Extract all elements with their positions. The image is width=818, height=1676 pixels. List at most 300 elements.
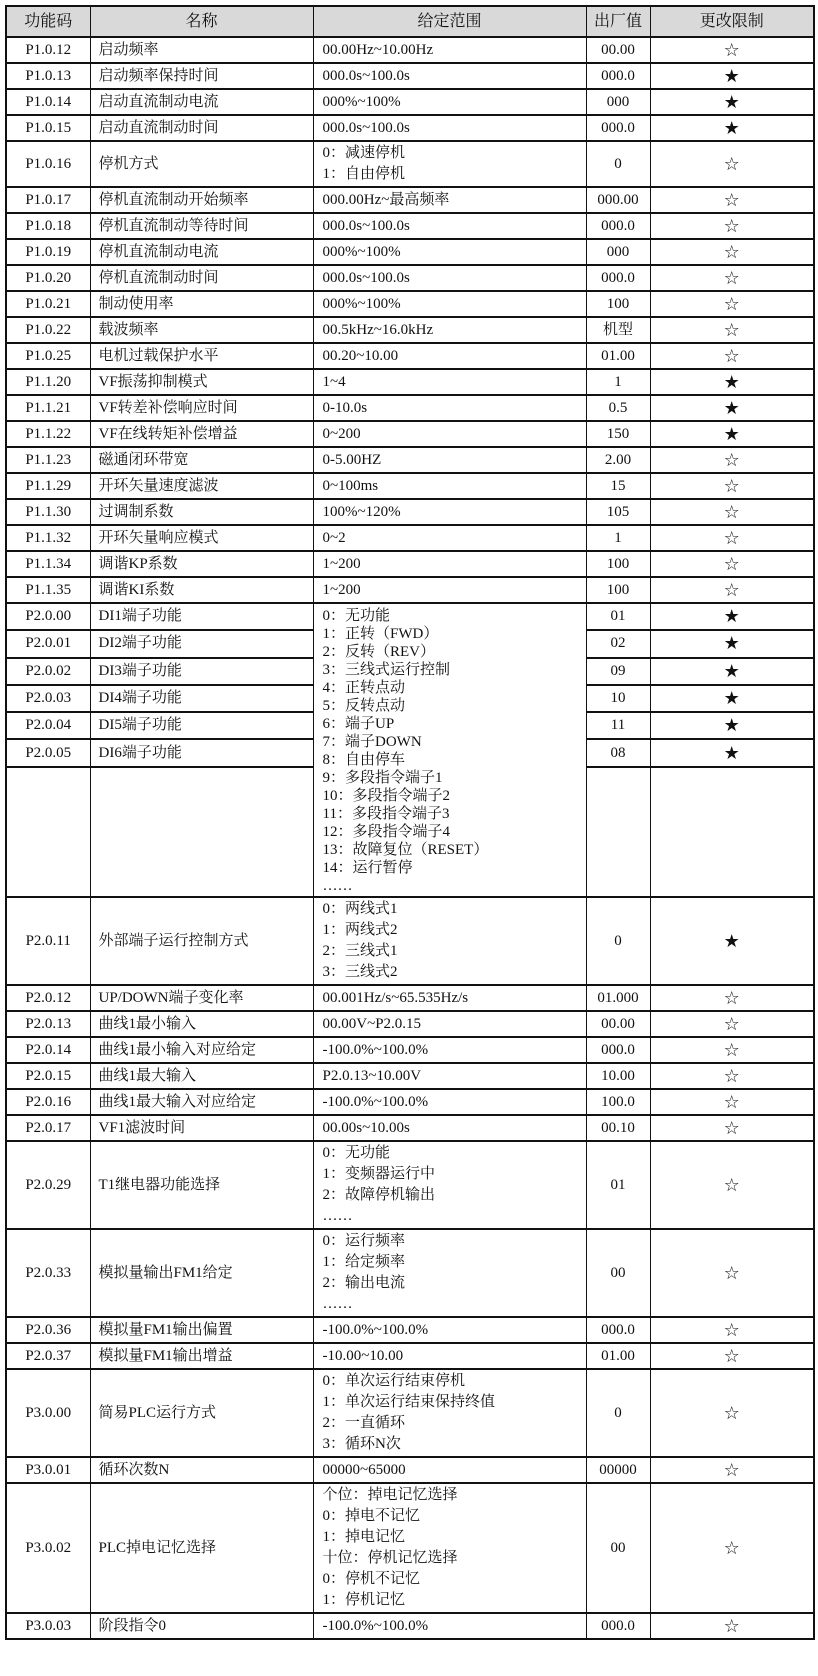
range-option-line: 3：三线式运行控制 [322,662,451,678]
param-name-cell: 曲线1最小输入 [90,1011,313,1037]
open-star-icon: ☆ [723,1615,740,1637]
param-name-cell: VF1滤波时间 [90,1115,313,1141]
factory-value-cell: 00.00 [586,37,650,63]
factory-value-cell: 100.0 [586,1089,650,1115]
range-option-line: 00.00V~P2.0.15 [322,1015,422,1032]
param-name-cell-empty [90,767,313,897]
open-star-icon: ☆ [723,501,740,523]
param-range-cell [313,1141,586,1229]
change-restriction-cell [650,239,814,265]
change-restriction-cell [650,897,814,985]
range-option-line: 00.00Hz~10.00Hz [322,41,434,58]
param-code-cell: P2.0.12 [6,985,90,1011]
solid-star-icon: ★ [723,65,740,87]
range-option-line: -100.0%~100.0% [322,1093,429,1110]
range-option-line: 1：给定频率 [322,1254,406,1270]
open-star-icon: ☆ [723,1402,740,1424]
factory-value-cell: 00 [586,1483,650,1613]
param-code-cell: P2.0.14 [6,1037,90,1063]
param-name-cell: 简易PLC运行方式 [90,1369,313,1457]
change-restriction-cell [650,739,814,766]
range-option-line: 7：端子DOWN [322,734,422,750]
table-row [6,985,814,1011]
table-row [6,577,814,603]
range-option-line: 3：三线式2 [322,964,398,980]
range-option-line: 0：停机不记忆 [322,1571,421,1587]
range-option-line: 10：多段指令端子2 [322,788,451,804]
table-row [6,1229,814,1317]
change-restriction-cell-empty [650,767,814,897]
factory-value-cell: 000 [586,239,650,265]
param-name-cell: VF振荡抑制模式 [90,369,313,395]
factory-value-cell: 01.00 [586,1343,650,1369]
range-option-line: 00000~65000 [322,1461,406,1478]
change-restriction-cell [650,343,814,369]
param-range-cell [313,1037,586,1063]
range-option-line: 000.0s~100.0s [322,67,410,84]
solid-star-icon: ★ [723,715,740,737]
range-option-line: 13：故障复位（RESET） [322,842,489,858]
param-code-cell: P2.0.00 [6,603,90,630]
param-code-cell: P1.0.18 [6,213,90,239]
factory-value-cell: 10.00 [586,1063,650,1089]
open-star-icon: ☆ [723,345,740,367]
change-restriction-cell [650,1613,814,1639]
change-restriction-cell [650,265,814,291]
param-name-cell: 模拟量FM1输出增益 [90,1343,313,1369]
range-option-line: 1：停机记忆 [322,1592,406,1608]
range-option-line: -100.0%~100.0% [322,1617,429,1634]
range-option-line: 0：无功能 [322,1145,391,1161]
range-option-line: 0~200 [322,425,361,442]
range-option-line: 5：反转点动 [322,698,406,714]
param-code-cell: P1.1.35 [6,577,90,603]
param-range-cell [313,1229,586,1317]
range-option-line: -10.00~10.00 [322,1347,404,1364]
param-code-cell: P1.1.21 [6,395,90,421]
param-range-cell [313,1343,586,1369]
param-code-cell: P2.0.03 [6,685,90,712]
factory-value-cell: 000.0 [586,265,650,291]
param-range-cell [313,213,586,239]
param-range-cell [313,551,586,577]
open-star-icon: ☆ [723,241,740,263]
param-name-cell: 启动频率保持时间 [90,63,313,89]
range-option-line: 00.001Hz/s~65.535Hz/s [322,989,469,1006]
change-restriction-cell [650,89,814,115]
param-code-cell: P1.0.25 [6,343,90,369]
param-code-cell: P2.0.29 [6,1141,90,1229]
param-name-cell: VF在线转矩补偿增益 [90,421,313,447]
range-option-line: 00.5kHz~16.0kHz [322,321,434,338]
factory-value-cell: 000.0 [586,115,650,141]
range-option-line: 2：三线式1 [322,943,398,959]
table-row [6,1613,814,1639]
param-range-cell [313,369,586,395]
factory-value-cell: 100 [586,551,650,577]
range-option-line: 6：端子UP [322,716,395,732]
range-option-line: 2：输出电流 [322,1275,406,1291]
table-body [6,37,814,1639]
change-restriction-cell [650,499,814,525]
change-restriction-cell [650,1037,814,1063]
factory-value-cell: 105 [586,499,650,525]
param-range-cell [313,1613,586,1639]
param-code-cell: P2.0.15 [6,1063,90,1089]
range-option-line: 2：反转（REV） [322,644,436,660]
solid-star-icon: ★ [723,606,740,628]
param-name-cell: 载波频率 [90,317,313,343]
param-range-cell [313,897,586,985]
param-range-cell [313,265,586,291]
factory-value-cell: 00.00 [586,1011,650,1037]
param-range-cell [313,63,586,89]
range-option-line: 2：故障停机输出 [322,1187,436,1203]
factory-value-cell: 0 [586,141,650,187]
param-code-cell: P1.0.16 [6,141,90,187]
range-option-line: 0：无功能 [322,608,391,624]
param-name-cell: 磁通闭环带宽 [90,447,313,473]
change-restriction-cell [650,551,814,577]
table-row [6,89,814,115]
range-option-line: 0：单次运行结束停机 [322,1373,466,1389]
change-restriction-cell [650,291,814,317]
change-restriction-cell [650,369,814,395]
param-code-cell: P2.0.01 [6,630,90,657]
param-range-cell [313,525,586,551]
table-row [6,1343,814,1369]
param-name-cell: VF转差补偿响应时间 [90,395,313,421]
param-range-cell [313,141,586,187]
range-option-line: 0-5.00HZ [322,451,382,468]
table-row [6,291,814,317]
table-row [6,473,814,499]
param-code-cell: P1.1.29 [6,473,90,499]
change-restriction-cell [650,712,814,739]
range-option-line: 1：自由停机 [322,166,406,182]
col-header-range: 给定范围 [313,6,586,37]
open-star-icon: ☆ [723,267,740,289]
range-option-line: 1~200 [322,555,361,572]
param-name-cell: T1继电器功能选择 [90,1141,313,1229]
factory-value-cell: 01.00 [586,343,650,369]
range-option-line: 1：掉电记忆 [322,1529,406,1545]
table-row [6,1457,814,1483]
param-range-cell [313,89,586,115]
change-restriction-cell [650,213,814,239]
factory-value-cell: 100 [586,577,650,603]
range-option-line: 1：变频器运行中 [322,1166,436,1182]
param-name-cell: 调谐KP系数 [90,551,313,577]
param-code-cell: P1.0.17 [6,187,90,213]
change-restriction-cell [650,395,814,421]
table-row [6,1483,814,1613]
param-range-cell [313,1063,586,1089]
table-row [6,187,814,213]
factory-value-cell: 000.0 [586,213,650,239]
open-star-icon: ☆ [723,987,740,1009]
range-option-line: 000.0s~100.0s [322,269,410,286]
header-row [6,6,814,37]
param-name-cell: 开环矢量响应模式 [90,525,313,551]
param-code-cell: P1.1.20 [6,369,90,395]
change-restriction-cell [650,1089,814,1115]
table-row [6,421,814,447]
table-row [6,551,814,577]
range-option-line: 12：多段指令端子4 [322,824,451,840]
change-restriction-cell [650,421,814,447]
param-name-cell: 停机直流制动开始频率 [90,187,313,213]
factory-value-cell: 11 [586,712,650,739]
change-restriction-cell [650,37,814,63]
param-code-cell: P2.0.13 [6,1011,90,1037]
table-row [6,239,814,265]
factory-value-cell: 1 [586,369,650,395]
change-restriction-cell [650,187,814,213]
col-header-name: 名称 [90,6,313,37]
param-code-cell: P3.0.00 [6,1369,90,1457]
param-range-cell [313,421,586,447]
range-option-line: 十位：停机记忆选择 [322,1550,458,1566]
solid-star-icon: ★ [723,742,740,764]
change-restriction-cell [650,685,814,712]
param-range-cell [313,1089,586,1115]
open-star-icon: ☆ [723,1537,740,1559]
range-option-line: -100.0%~100.0% [322,1041,429,1058]
range-option-line: 000%~100% [322,93,401,110]
open-star-icon: ☆ [723,189,740,211]
table-row [6,369,814,395]
factory-value-cell: 00 [586,1229,650,1317]
param-code-cell: P1.1.30 [6,499,90,525]
factory-value-cell: 0.5 [586,395,650,421]
table-row [6,1317,814,1343]
param-code-cell: P2.0.36 [6,1317,90,1343]
change-restriction-cell [650,630,814,657]
change-restriction-cell [650,447,814,473]
param-name-cell: 阶段指令0 [90,1613,313,1639]
param-name-cell: PLC掉电记忆选择 [90,1483,313,1613]
param-name-cell: 停机直流制动等待时间 [90,213,313,239]
param-name-cell: 开环矢量速度滤波 [90,473,313,499]
range-option-line: 00.20~10.00 [322,347,399,364]
range-option-line: 000%~100% [322,243,401,260]
param-name-cell: 过调制系数 [90,499,313,525]
range-option-line: 1：单次运行结束保持终值 [322,1394,496,1410]
open-star-icon: ☆ [723,475,740,497]
param-range-cell [313,115,586,141]
factory-value-cell: 1 [586,525,650,551]
range-option-line: 1：正转（FWD） [322,626,439,642]
change-restriction-cell [650,63,814,89]
param-code-cell: P3.0.03 [6,1613,90,1639]
change-restriction-cell [650,1343,814,1369]
param-range-cell [313,1457,586,1483]
change-restriction-cell [650,658,814,685]
param-range-cell [313,447,586,473]
table-row [6,213,814,239]
table-row [6,1141,814,1229]
open-star-icon: ☆ [723,293,740,315]
factory-value-cell: 000.00 [586,187,650,213]
param-name-cell: 制动使用率 [90,291,313,317]
col-header-restrict: 更改限制 [650,6,814,37]
factory-value-cell: 01 [586,1141,650,1229]
param-name-cell: 停机直流制动时间 [90,265,313,291]
param-name-cell: 曲线1最大输入 [90,1063,313,1089]
open-star-icon: ☆ [723,1117,740,1139]
table-row [6,603,814,630]
param-name-cell: 曲线1最大输入对应给定 [90,1089,313,1115]
range-option-line: 000.0s~100.0s [322,217,410,234]
table-row [6,447,814,473]
solid-star-icon: ★ [723,91,740,113]
param-code-cell: P2.0.11 [6,897,90,985]
param-range-cell [313,37,586,63]
solid-star-icon: ★ [723,633,740,655]
param-name-cell: DI5端子功能 [90,712,313,739]
change-restriction-cell [650,141,814,187]
factory-value-cell: 08 [586,739,650,766]
table-row [6,63,814,89]
change-restriction-cell [650,603,814,630]
change-restriction-cell [650,1457,814,1483]
open-star-icon: ☆ [723,319,740,341]
param-code-cell: P1.0.13 [6,63,90,89]
param-name-cell: DI1端子功能 [90,603,313,630]
range-option-line: 9：多段指令端子1 [322,770,443,786]
col-header-code: 功能码 [6,6,90,37]
parameter-table [5,5,815,1640]
solid-star-icon: ★ [723,930,740,952]
range-option-line: …… [322,1208,353,1224]
range-option-line: -100.0%~100.0% [322,1321,429,1338]
solid-star-icon: ★ [723,117,740,139]
param-code-cell: P1.0.12 [6,37,90,63]
table-row [6,343,814,369]
factory-value-cell: 150 [586,421,650,447]
open-star-icon: ☆ [723,1013,740,1035]
param-range-cell [313,395,586,421]
range-option-line: 个位：掉电记忆选择 [322,1487,458,1503]
factory-value-cell: 0 [586,1369,650,1457]
param-code-cell: P1.0.21 [6,291,90,317]
range-option-line: 14：运行暂停 [322,860,413,876]
factory-value-cell: 10 [586,685,650,712]
open-star-icon: ☆ [723,1065,740,1087]
param-range-cell [313,499,586,525]
param-code-cell: P2.0.37 [6,1343,90,1369]
col-header-value: 出厂值 [586,6,650,37]
table-row [6,1115,814,1141]
range-option-line: 11：多段指令端子3 [322,806,450,822]
param-name-cell: 停机方式 [90,141,313,187]
param-range-cell [313,1011,586,1037]
table-row [6,897,814,985]
range-option-line: …… [322,1296,353,1312]
param-name-cell: 启动直流制动时间 [90,115,313,141]
open-star-icon: ☆ [723,1345,740,1367]
change-restriction-cell [650,525,814,551]
factory-value-cell: 15 [586,473,650,499]
change-restriction-cell [650,1115,814,1141]
param-name-cell: DI2端子功能 [90,630,313,657]
open-star-icon: ☆ [723,1039,740,1061]
open-star-icon: ☆ [723,527,740,549]
param-code-cell: P2.0.05 [6,739,90,766]
param-range-cell [313,1369,586,1457]
table-row [6,37,814,63]
change-restriction-cell [650,473,814,499]
table-row [6,395,814,421]
table-row [6,1011,814,1037]
solid-star-icon: ★ [723,423,740,445]
param-range-cell [313,1317,586,1343]
param-code-cell: P1.0.19 [6,239,90,265]
range-option-line: 0：掉电不记忆 [322,1508,421,1524]
param-range-cell [313,239,586,265]
param-code-cell: P3.0.02 [6,1483,90,1613]
factory-value-cell: 100 [586,291,650,317]
change-restriction-cell [650,115,814,141]
param-name-cell: 电机过载保护水平 [90,343,313,369]
table-header [6,6,814,37]
param-name-cell: DI3端子功能 [90,658,313,685]
factory-value-cell: 0 [586,897,650,985]
change-restriction-cell [650,1063,814,1089]
open-star-icon: ☆ [723,153,740,175]
table-row [6,499,814,525]
change-restriction-cell [650,317,814,343]
table-row [6,317,814,343]
range-option-line: 1：两线式2 [322,922,398,938]
table-row [6,1037,814,1063]
param-name-cell: 调谐KI系数 [90,577,313,603]
range-option-line: 3：循环N次 [322,1436,401,1452]
param-name-cell: DI4端子功能 [90,685,313,712]
param-range-cell [313,473,586,499]
open-star-icon: ☆ [723,579,740,601]
range-option-line: P2.0.13~10.00V [322,1067,422,1084]
range-option-line: 4：正转点动 [322,680,406,696]
factory-value-cell: 00000 [586,1457,650,1483]
param-code-cell: P1.1.23 [6,447,90,473]
range-option-line: 000.00Hz~最高频率 [322,191,450,208]
range-option-line: 0~100ms [322,477,379,494]
table-row [6,141,814,187]
open-star-icon: ☆ [723,553,740,575]
factory-value-cell: 000.0 [586,1317,650,1343]
solid-star-icon: ★ [723,688,740,710]
change-restriction-cell [650,1141,814,1229]
param-name-cell: 模拟量FM1输出偏置 [90,1317,313,1343]
param-range-cell [313,317,586,343]
range-option-line: 8：自由停车 [322,752,406,768]
range-option-line: 000%~100% [322,295,401,312]
open-star-icon: ☆ [723,39,740,61]
param-code-cell: P2.0.04 [6,712,90,739]
factory-value-cell: 000.0 [586,63,650,89]
factory-value-cell: 01.000 [586,985,650,1011]
param-name-cell: 启动直流制动电流 [90,89,313,115]
param-range-cell [313,291,586,317]
open-star-icon: ☆ [723,1174,740,1196]
param-range-cell [313,343,586,369]
param-code-cell: P1.0.20 [6,265,90,291]
factory-value-cell: 000.0 [586,1613,650,1639]
range-option-line: 000.0s~100.0s [322,119,410,136]
param-code-cell: P2.0.33 [6,1229,90,1317]
